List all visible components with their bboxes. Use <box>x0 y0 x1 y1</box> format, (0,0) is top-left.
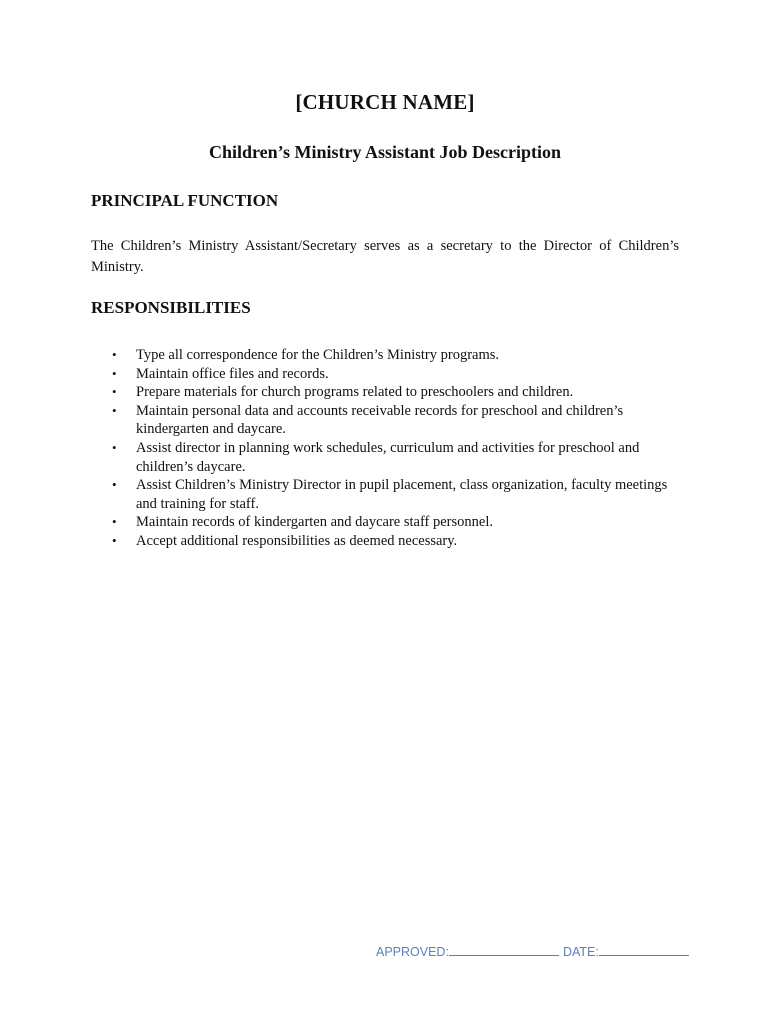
list-item <box>112 346 686 365</box>
list-item <box>112 402 686 439</box>
church-name-title: [CHURCH NAME] <box>295 90 475 114</box>
list-item-text: Accept additional responsibilities as deemed necessary. <box>136 532 458 549</box>
list-item <box>112 439 686 476</box>
list-item-text: Assist director in planning work schedules, curriculum and activities for preschool and children’s daycare. <box>136 439 640 475</box>
responsibilities-list <box>112 346 686 551</box>
bullet-icon: • <box>112 514 117 530</box>
list-item-text: Assist Children’s Ministry Director in pupil placement, class organization, faculty meetings and training for staff. <box>136 477 668 512</box>
bullet-icon: • <box>112 402 117 418</box>
responsibilities-heading: RESPONSIBILITIES <box>91 298 251 317</box>
list-item <box>112 383 686 402</box>
list-item-text: Maintain office files and records. <box>136 365 329 382</box>
date-line[interactable] <box>599 943 689 956</box>
approval-footer <box>376 943 689 959</box>
bullet-icon: • <box>112 477 117 493</box>
approved-label: APPROVED: <box>376 945 449 959</box>
approved-signature-line[interactable] <box>449 943 559 956</box>
job-title-subtitle: Children’s Ministry Assistant Job Description <box>208 142 562 162</box>
list-item-text: Prepare materials for church programs related to preschoolers and children. <box>136 384 574 401</box>
bullet-icon: • <box>112 439 117 455</box>
bullet-icon: • <box>112 365 117 381</box>
principal-function-heading: PRINCIPAL FUNCTION <box>91 191 279 210</box>
list-item <box>112 365 686 384</box>
date-label: DATE: <box>562 945 599 959</box>
principal-function-text: The Children’s Ministry Assistant/Secretary serves as a secretary to the Director of Children’s Ministry. <box>91 238 679 275</box>
list-item <box>112 513 686 532</box>
list-item-text: Maintain personal data and accounts receivable records for preschool and children’s kindergarten and daycare. <box>136 402 624 438</box>
list-item <box>112 476 686 513</box>
bullet-icon: • <box>112 384 117 400</box>
list-item-text: Maintain records of kindergarten and daycare staff personnel. <box>136 514 493 531</box>
list-item <box>112 532 686 551</box>
list-item-text: Type all correspondence for the Children’s Ministry programs. <box>136 347 500 363</box>
bullet-icon: • <box>112 347 117 362</box>
bullet-icon: • <box>112 532 117 548</box>
